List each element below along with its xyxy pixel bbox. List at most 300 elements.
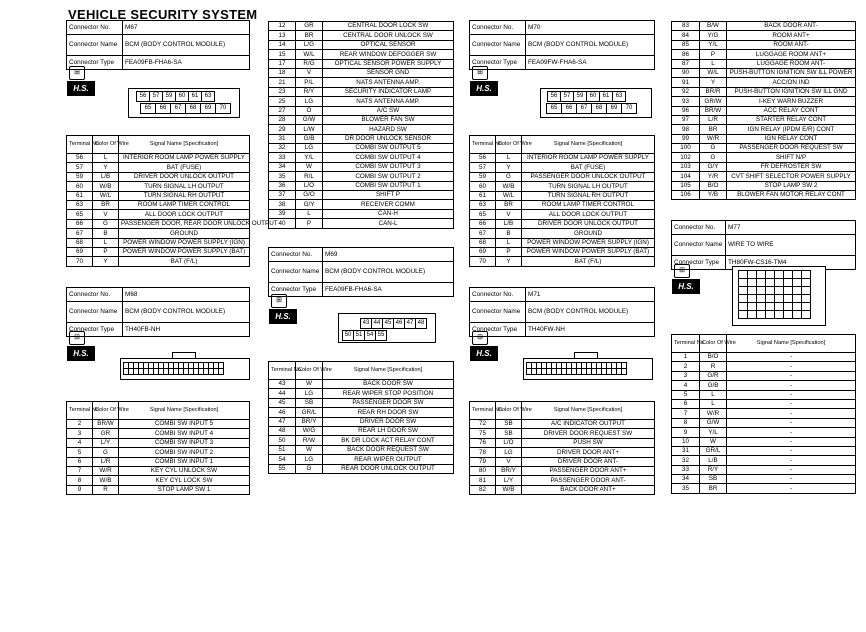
connector-pin: 63 — [201, 91, 215, 102]
table-row — [672, 144, 856, 153]
terminal-no: 46 — [269, 408, 296, 417]
signal-name: PUSH-BUTTON IGNITION SW ILL POWER — [727, 68, 856, 77]
terminal-no: 33 — [269, 153, 296, 162]
signal-name: REAR RH DOOR SW — [323, 408, 454, 417]
wire-color: Y — [496, 163, 522, 172]
table-row — [470, 457, 655, 466]
signal-name: BACK DOOR ANT- — [727, 22, 856, 31]
signal-name: COMBI SW INPUT 3 — [119, 438, 250, 447]
table-row — [672, 437, 856, 446]
table-row — [672, 181, 856, 190]
m70-connector-type: FEA09FW-FHA6-SA — [526, 56, 655, 70]
table-row — [67, 438, 250, 447]
terminal-no: 84 — [672, 31, 700, 40]
signal-name: PUSH SW — [522, 438, 655, 447]
table-row — [672, 172, 856, 181]
wire-color: P — [93, 247, 119, 256]
connector-pin: 57 — [560, 91, 574, 102]
terminal-no: 8 — [672, 418, 700, 427]
signal-name: - — [727, 465, 856, 474]
table-row — [470, 476, 655, 485]
table-row — [67, 448, 250, 457]
signal-name: POWER WINDOW POWER SUPPLY (BAT) — [522, 247, 655, 256]
table-row — [67, 457, 250, 466]
table-row — [67, 238, 250, 247]
connector-pin: 56 — [547, 91, 561, 102]
signal-name: - — [727, 475, 856, 484]
signal-name: ALL DOOR LOCK OUTPUT — [119, 210, 250, 219]
wire-color: P/L — [296, 78, 323, 87]
table-row — [672, 428, 856, 437]
m68-connector-name: BCM (BODY CONTROL MODULE) — [123, 302, 250, 323]
signal-name: - — [727, 418, 856, 427]
m70-connector-name: BCM (BODY CONTROL MODULE) — [526, 35, 655, 56]
signal-name: STOP LAMP SW 2 — [727, 181, 856, 190]
m77-terminal-table: Terminal No. Color Of Wire Signal Name [Specification] 1 B/O - 2 R - 3 G/R - 4 G/B - 5 L - 6 L - 7 W/R - 8 G/W - 9 Y/L - 10 W - 31 GR/L - 32 L/B - 33 R/Y - 34 SB - 35 BR - — [671, 334, 856, 494]
m71-terminal-table: Terminal No. Color Of Wire Signal Name [Specification] 72 SB A/C INDICATOR OUTPUT 75 SB DRIVER DOOR REQUEST SW 76 L/O PUSH SW 78 LG DRIVER DOOR ANT+ 79 V DRIVER DOOR ANT- 80 BR/Y PASSENGER DOOR ANT+ 81 L/Y PASSENGER DOOR ANT- 82 W/B BACK DOOR ANT+ — [469, 401, 655, 495]
signal-name: SHIFT N/P — [727, 153, 856, 162]
signal-name: ROOM LAMP TIMER CONTROL — [119, 200, 250, 209]
signal-name: COMBI SW INPUT 5 — [119, 420, 250, 429]
terminal-no: 80 — [470, 466, 496, 475]
wire-color: L/O — [496, 438, 522, 447]
hs-icon: ⊞ H.S. — [672, 264, 700, 298]
table-row — [269, 31, 454, 40]
wire-color: L — [700, 59, 727, 68]
terminal-no: 9 — [67, 485, 93, 494]
wire-color: SB — [296, 398, 323, 407]
signal-name: - — [727, 362, 856, 371]
connector-pin: 67 — [576, 103, 592, 114]
m67-terminal-table-continued — [268, 21, 454, 229]
wire-color: Y/B — [700, 191, 727, 200]
terminal-no: 65 — [470, 210, 496, 219]
signal-name: BAT (F/L) — [119, 257, 250, 266]
signal-name: SHIFT P — [323, 191, 454, 200]
terminal-no: 78 — [470, 448, 496, 457]
terminal-no: 66 — [67, 219, 93, 228]
signal-name: BAT (FUSE) — [522, 163, 655, 172]
terminal-no: 32 — [672, 456, 700, 465]
signal-name: CENTRAL DOOR UNLOCK SW — [323, 31, 454, 40]
table-row — [672, 68, 856, 77]
wire-color: SB — [496, 429, 522, 438]
terminal-no: 105 — [672, 181, 700, 190]
wire-color: R/Y — [296, 87, 323, 96]
table-row — [470, 448, 655, 457]
terminal-no: 34 — [672, 475, 700, 484]
signal-name: INTERIOR ROOM LAMP POWER SUPPLY — [119, 154, 250, 163]
wire-color: L — [700, 390, 727, 399]
terminal-no: 57 — [67, 163, 93, 172]
table-row — [269, 50, 454, 59]
hs-icon: ⊞ H.S. — [67, 66, 95, 100]
wire-color: G — [700, 144, 727, 153]
page-title: VEHICLE SECURITY SYSTEM — [68, 7, 258, 22]
wire-color: R/L — [296, 172, 323, 181]
terminal-no: 99 — [672, 134, 700, 143]
signal-name: BAT (FUSE) — [119, 163, 250, 172]
terminal-no: 61 — [470, 191, 496, 200]
table-row — [269, 209, 454, 218]
signal-name: COMBI SW OUTPUT 4 — [323, 153, 454, 162]
table-row — [269, 125, 454, 134]
table-row — [672, 484, 856, 493]
table-row — [269, 408, 454, 417]
terminal-no: 51 — [269, 445, 296, 454]
signal-name: RECEIVER COMM — [323, 200, 454, 209]
table-row — [67, 182, 250, 191]
terminal-no: 4 — [67, 438, 93, 447]
signal-name: BACK DOOR ANT+ — [522, 485, 655, 494]
signal-name: BLOWER FAN SW — [323, 115, 454, 124]
signal-name: ROOM LAMP TIMER CONTROL — [522, 200, 655, 209]
terminal-no: 90 — [672, 68, 700, 77]
wire-color: L/G — [296, 40, 323, 49]
table-row — [672, 399, 856, 408]
signal-name: REAR WINDOW DEFOGGER SW — [323, 50, 454, 59]
signal-name: COMBI SW OUTPUT 5 — [323, 144, 454, 153]
signal-name: KEY CYL UNLOCK SW — [119, 466, 250, 475]
connector-icon: ⊞ — [271, 294, 287, 308]
table-row — [470, 438, 655, 447]
table-row — [672, 456, 856, 465]
wire-color: G/Y — [700, 162, 727, 171]
wire-color: W — [700, 437, 727, 446]
terminal-no: 56 — [470, 154, 496, 163]
terminal-no: 57 — [470, 163, 496, 172]
signal-name: COMBI SW INPUT 1 — [119, 457, 250, 466]
table-row — [269, 97, 454, 106]
connector-icon: ⊞ — [472, 331, 488, 345]
connector-pin: 50 — [342, 330, 354, 341]
table-row — [269, 134, 454, 143]
signal-name: TURN SIGNAL LH OUTPUT — [522, 182, 655, 191]
table-row — [269, 389, 454, 398]
wire-color: W/B — [496, 182, 522, 191]
wire-color: BR — [296, 31, 323, 40]
terminal-no: 2 — [67, 420, 93, 429]
signal-name: POWER WINDOW POWER SUPPLY (IGN) — [119, 238, 250, 247]
wire-color: BR — [93, 200, 119, 209]
connector-pin: 65 — [546, 103, 562, 114]
table-row — [269, 417, 454, 426]
m77-connector-no: M77 — [726, 221, 856, 235]
table-row — [269, 200, 454, 209]
m67-connector-header: Connector No. M67 Connector Name BCM (BODY CONTROL MODULE) Connector Type FEA09FB-FHA6-SA — [66, 20, 250, 70]
m69-connector-no: M69 — [323, 248, 454, 262]
table-row — [269, 445, 454, 454]
terminal-no: 21 — [269, 78, 296, 87]
wire-color: L/O — [296, 181, 323, 190]
wire-color: W/L — [496, 191, 522, 200]
connector-cavity — [801, 310, 811, 319]
connector-icon: ⊞ — [69, 66, 85, 80]
wire-color: V — [93, 210, 119, 219]
m77-connector-type: TH80FW-CS16-TM4 — [726, 256, 856, 270]
terminal-no: 59 — [67, 172, 93, 181]
table-row — [470, 429, 655, 438]
table-row — [672, 353, 856, 362]
table-row — [470, 182, 655, 191]
wire-color: BR — [700, 484, 727, 493]
signal-name: - — [727, 390, 856, 399]
wire-color: GR/L — [296, 408, 323, 417]
terminal-no: 28 — [269, 115, 296, 124]
table-row — [269, 181, 454, 190]
terminal-no: 87 — [672, 59, 700, 68]
wire-color: Y — [700, 78, 727, 87]
terminal-no: 7 — [672, 409, 700, 418]
signal-name: BK DR LOCK ACT RELAY CONT — [323, 436, 454, 445]
wire-color: G — [93, 219, 119, 228]
wire-color: G/B — [700, 381, 727, 390]
wire-color: L/B — [700, 456, 727, 465]
m69-connector-name: BCM (BODY CONTROL MODULE) — [323, 262, 454, 283]
connector-pin: 61 — [599, 91, 613, 102]
terminal-no: 33 — [672, 465, 700, 474]
terminal-no: 96 — [672, 106, 700, 115]
connector-pin: 51 — [353, 330, 365, 341]
table-row — [269, 153, 454, 162]
wire-color: SB — [496, 420, 522, 429]
m67-terminal-table: Terminal No. Color Of Wire Signal Name [Specification] 56 L INTERIOR ROOM LAMP POWER SUPPLY 57 Y BAT (FUSE) 59 L/B DRIVER DOOR UNLOCK OUTPUT 60 W/B TURN SIGNAL LH OUTPUT 61 W/L TURN SIGNAL RH OUTPUT 63 BR ROOM LAMP TIMER CONTROL 65 V ALL DOOR LOCK OUTPUT 66 G PASSENGER DOOR, REAR DOOR UNLOCK OUTPUT 67 B GROUND 68 L POWER WINDOW POWER SUPPLY (IGN) 69 P POWER WINDOW POWER SUPPLY (BAT) 70 Y BAT (F/L) — [66, 135, 250, 267]
wire-color: L — [496, 238, 522, 247]
wire-color: P — [296, 219, 323, 228]
terminal-no: 3 — [672, 371, 700, 380]
wire-color: L — [296, 209, 323, 218]
table-row — [672, 162, 856, 171]
signal-name: - — [727, 446, 856, 455]
connector-pin: 56 — [136, 91, 150, 102]
wire-color: R — [93, 485, 119, 494]
terminal-no: 13 — [269, 31, 296, 40]
m68-connector-type: TH40FB-NH — [123, 323, 250, 337]
wire-color: LG — [496, 448, 522, 457]
table-row — [470, 191, 655, 200]
terminal-no: 18 — [269, 68, 296, 77]
signal-name: ACC/ON IND — [727, 78, 856, 87]
wire-color: G — [93, 448, 119, 457]
connector-pin: 44 — [371, 318, 383, 329]
table-row — [470, 172, 655, 181]
wire-color: LG — [296, 144, 323, 153]
wire-color: L/B — [93, 172, 119, 181]
signal-name: SECURITY INDICATOR LAMP — [323, 87, 454, 96]
terminal-no: 27 — [269, 106, 296, 115]
connector-pin: 68 — [591, 103, 607, 114]
m68-connector-no: M68 — [123, 288, 250, 302]
connector-pin: 65 — [140, 103, 156, 114]
terminal-no: 40 — [269, 219, 296, 228]
terminal-no: 37 — [269, 191, 296, 200]
terminal-no: 67 — [470, 229, 496, 238]
terminal-no: 7 — [67, 466, 93, 475]
signal-name: IGN RELAY (IPDM E/R) CONT — [727, 125, 856, 134]
terminal-no: 31 — [269, 134, 296, 143]
signal-name: - — [727, 484, 856, 493]
m70-terminal-table-continued — [671, 21, 856, 200]
terminal-no: 85 — [672, 40, 700, 49]
signal-name: - — [727, 456, 856, 465]
terminal-no: 67 — [67, 229, 93, 238]
signal-name: DR DOOR UNLOCK SENSOR — [323, 134, 454, 143]
wire-color: L — [496, 154, 522, 163]
signal-name: - — [727, 381, 856, 390]
wire-color: LG — [296, 455, 323, 464]
terminal-no: 4 — [672, 381, 700, 390]
wire-color: GR — [296, 22, 323, 31]
signal-name: COMBI SW OUTPUT 2 — [323, 172, 454, 181]
connector-icon: ⊞ — [69, 331, 85, 345]
signal-name: GROUND — [522, 229, 655, 238]
m77-connector-header: Connector No. M77 Connector Name WIRE TO WIRE Connector Type TH80FW-CS16-TM4 — [671, 220, 856, 270]
wire-color: P — [496, 247, 522, 256]
table-row — [67, 191, 250, 200]
table-row — [672, 78, 856, 87]
table-row — [470, 210, 655, 219]
terminal-no: 63 — [470, 200, 496, 209]
wire-color: Y/L — [296, 153, 323, 162]
wire-color: W/B — [93, 182, 119, 191]
table-row — [672, 191, 856, 200]
signal-name: ROOM ANT+ — [727, 31, 856, 40]
signal-name: COMBI SW INPUT 2 — [119, 448, 250, 457]
signal-name: PASSENGER DOOR SW — [323, 398, 454, 407]
connector-pin: 47 — [404, 318, 416, 329]
table-row — [470, 154, 655, 163]
table-row — [672, 465, 856, 474]
hs-icon: ⊞ H.S. — [470, 66, 498, 100]
terminal-no: 55 — [269, 464, 296, 473]
table-row — [269, 380, 454, 389]
terminal-no: 75 — [470, 429, 496, 438]
signal-name: A/C INDICATOR OUTPUT — [522, 420, 655, 429]
signal-name: REAR LH DOOR SW — [323, 426, 454, 435]
wire-color: BR — [496, 200, 522, 209]
signal-name: REAR DOOR UNLOCK OUTPUT — [323, 464, 454, 473]
table-row — [67, 420, 250, 429]
table-row — [470, 163, 655, 172]
signal-name: DRIVER DOOR REQUEST SW — [522, 429, 655, 438]
wire-color: BR/W — [700, 106, 727, 115]
signal-name: DRIVER DOOR UNLOCK OUTPUT — [119, 172, 250, 181]
terminal-no: 100 — [672, 144, 700, 153]
terminal-no: 10 — [672, 437, 700, 446]
table-row — [672, 59, 856, 68]
terminal-no: 69 — [470, 247, 496, 256]
connector-pin: 63 — [612, 91, 626, 102]
wire-color: BR/Y — [496, 466, 522, 475]
wire-color: B/W — [700, 22, 727, 31]
wire-color: W/B — [93, 476, 119, 485]
terminal-no: 43 — [269, 380, 296, 389]
connector-pin: 66 — [561, 103, 577, 114]
signal-name: OPTICAL SENSOR — [323, 40, 454, 49]
table-row — [67, 485, 250, 494]
connector-pin: 70 — [621, 103, 637, 114]
wire-color: L/R — [93, 457, 119, 466]
terminal-no: 12 — [269, 22, 296, 31]
signal-name: COMBI SW OUTPUT 3 — [323, 162, 454, 171]
signal-name: ROOM ANT- — [727, 40, 856, 49]
terminal-no: 92 — [672, 87, 700, 96]
terminal-no: 65 — [67, 210, 93, 219]
signal-name: REAR WIPER STOP POSITION — [323, 389, 454, 398]
table-row — [67, 257, 250, 266]
signal-name: POWER WINDOW POWER SUPPLY (BAT) — [119, 247, 250, 256]
wire-color: V — [496, 210, 522, 219]
signal-name: - — [727, 437, 856, 446]
signal-name: STOP LAMP SW 1 — [119, 485, 250, 494]
wire-color: BR/R — [700, 87, 727, 96]
wire-color: G — [496, 172, 522, 181]
wire-color: B — [496, 229, 522, 238]
table-row — [67, 163, 250, 172]
wire-color: L/R — [700, 115, 727, 124]
m71-connector-no: M71 — [526, 288, 655, 302]
signal-name: BAT (F/L) — [522, 257, 655, 266]
wire-color: B — [93, 229, 119, 238]
table-row — [67, 429, 250, 438]
terminal-no: 76 — [470, 438, 496, 447]
table-row — [672, 31, 856, 40]
terminal-no: 72 — [470, 420, 496, 429]
wire-color: Y — [496, 257, 522, 266]
signal-name: BLOWER FAN MOTOR RELAY CONT — [727, 191, 856, 200]
table-row — [672, 475, 856, 484]
wire-color: B/O — [700, 181, 727, 190]
wire-color: L — [93, 154, 119, 163]
connector-pin: 66 — [155, 103, 171, 114]
terminal-no: 1 — [672, 353, 700, 362]
terminal-no: 59 — [470, 172, 496, 181]
signal-name: CAN-L — [323, 219, 454, 228]
table-row — [470, 200, 655, 209]
table-row — [672, 125, 856, 134]
signal-name: LUGGAGE ROOM ANT+ — [727, 50, 856, 59]
signal-name: PASSENGER DOOR, REAR DOOR UNLOCK OUTPUT — [119, 219, 250, 228]
table-row — [269, 219, 454, 228]
signal-name: REAR WIPER OUTPUT — [323, 455, 454, 464]
signal-name: ALL DOOR LOCK OUTPUT — [522, 210, 655, 219]
wire-color: O — [296, 106, 323, 115]
wire-color: Y/R — [700, 172, 727, 181]
connector-pin: 68 — [185, 103, 201, 114]
table-row — [470, 420, 655, 429]
m70-connector-header: Connector No. M70 Connector Name BCM (BODY CONTROL MODULE) Connector Type FEA09FW-FHA6-SA — [469, 20, 655, 70]
signal-name: DRIVER DOOR SW — [323, 417, 454, 426]
wire-color: W — [296, 380, 323, 389]
m70-connector-no: M70 — [526, 21, 655, 35]
m67-connector-name: BCM (BODY CONTROL MODULE) — [123, 35, 250, 56]
table-row — [67, 219, 250, 228]
table-row — [67, 210, 250, 219]
terminal-no: 38 — [269, 200, 296, 209]
wire-color: Y/G — [700, 31, 727, 40]
terminal-no: 56 — [67, 154, 93, 163]
signal-name: - — [727, 371, 856, 380]
wire-color: Y — [93, 257, 119, 266]
wire-color: V — [296, 68, 323, 77]
terminal-no: 79 — [470, 457, 496, 466]
wire-color: W/G — [296, 426, 323, 435]
terminal-no: 98 — [672, 125, 700, 134]
signal-name: A/C SW — [323, 106, 454, 115]
table-row — [269, 22, 454, 31]
wire-color: B/O — [700, 353, 727, 362]
terminal-no: 29 — [269, 125, 296, 134]
